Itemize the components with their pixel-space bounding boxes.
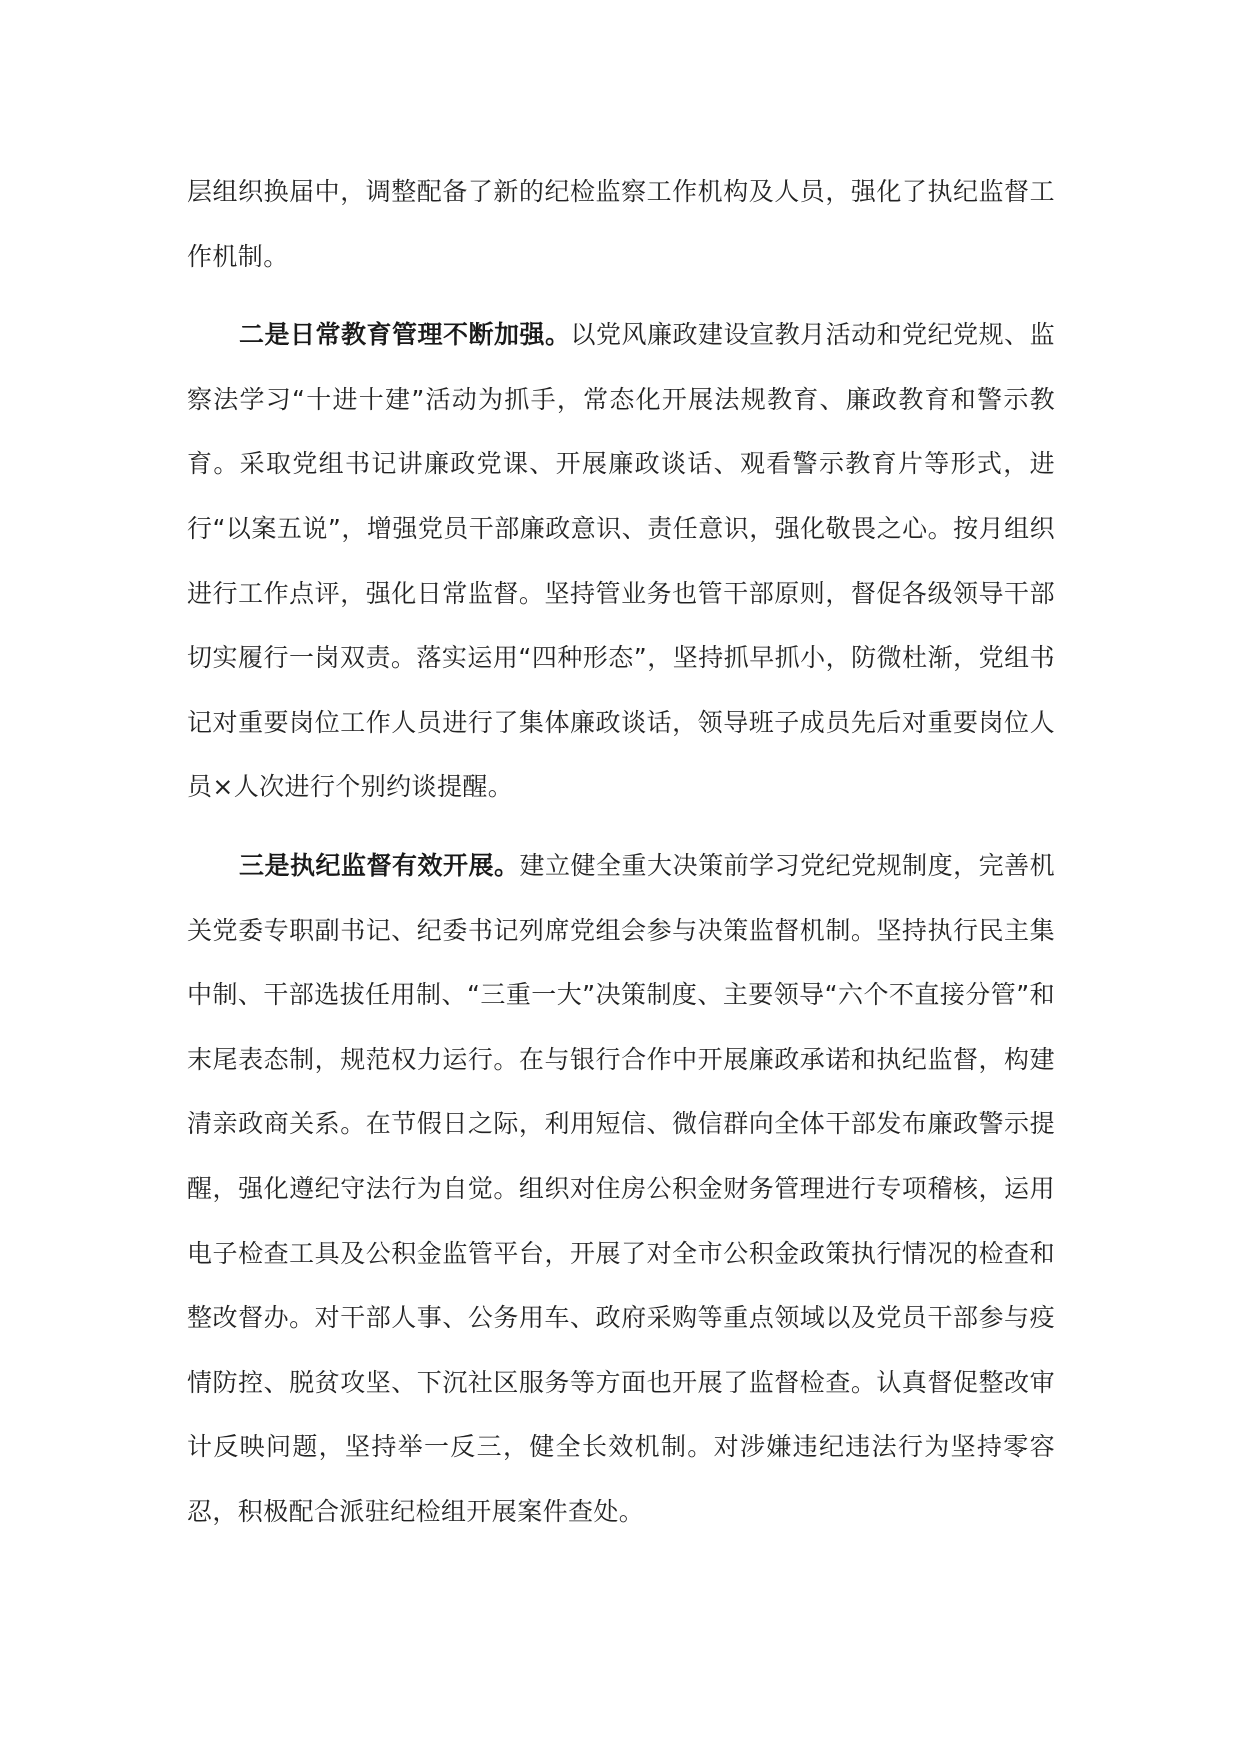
- paragraph-lead-heading: 二是日常教育管理不断加强。: [239, 320, 571, 350]
- paragraph-daily-education: [187, 303, 1055, 820]
- paragraph-lead-heading: 三是执纪监督有效开展。: [239, 850, 520, 880]
- paragraph-text: 建立健全重大决策前学习党纪党规制度，完善机关党委专职副书记、纪委书记列席党组会参与决策监督机制。坚持执行民主集中制、干部选拔任用制、“三重一大”决策制度、主要领导“六个不直接分管”和末尾表态制，规范权力运行。在与银行合作中开展廉政承诺和执纪监督，构建清亲政商关系。在节假日之际，利用短信、微信群向全体干部发布廉政警示提醒，强化遵纪守法行为自觉。组织对住房公积金财务管理进行专项稽核，运用电子检查工具及公积金监管平台，开展了对全市公积金政策执行情况的检查和整改督办。对干部人事、公务用车、政府采购等重点领域以及党员干部参与疫情防控、脱贫攻坚、下沉社区服务等方面也开展了监督检查。认真督促整改审计反映问题，坚持举一反三，健全长效机制。对涉嫌违纪违法行为坚持零容忍，积极配合派驻纪检组开展案件查处。: [187, 850, 1056, 1526]
- paragraph-continued: [187, 160, 1055, 289]
- paragraph-discipline-supervision: [187, 834, 1055, 1545]
- paragraph-text: 层组织换届中，调整配备了新的纪检监察工作机构及人员，强化了执纪监督工作机制。: [187, 177, 1055, 271]
- document-page: [187, 160, 1055, 1544]
- paragraph-text: 以党风廉政建设宣教月活动和党纪党规、监察法学习“十进十建”活动为抓手，常态化开展法规教育、廉政教育和警示教育。采取党组书记讲廉政党课、开展廉政谈话、观看警示教育片等形式，进行“以案五说”，增强党员干部廉政意识、责任意识，强化敬畏之心。按月组织进行工作点评，强化日常监督。坚持管业务也管干部原则，督促各级领导干部切实履行一岗双责。落实运用“四种形态”，坚持抓早抓小，防微杜渐，党组书记对重要岗位工作人员进行了集体廉政谈话，领导班子成员先后对重要岗位人员×人次进行个别约谈提醒。: [187, 320, 1055, 802]
